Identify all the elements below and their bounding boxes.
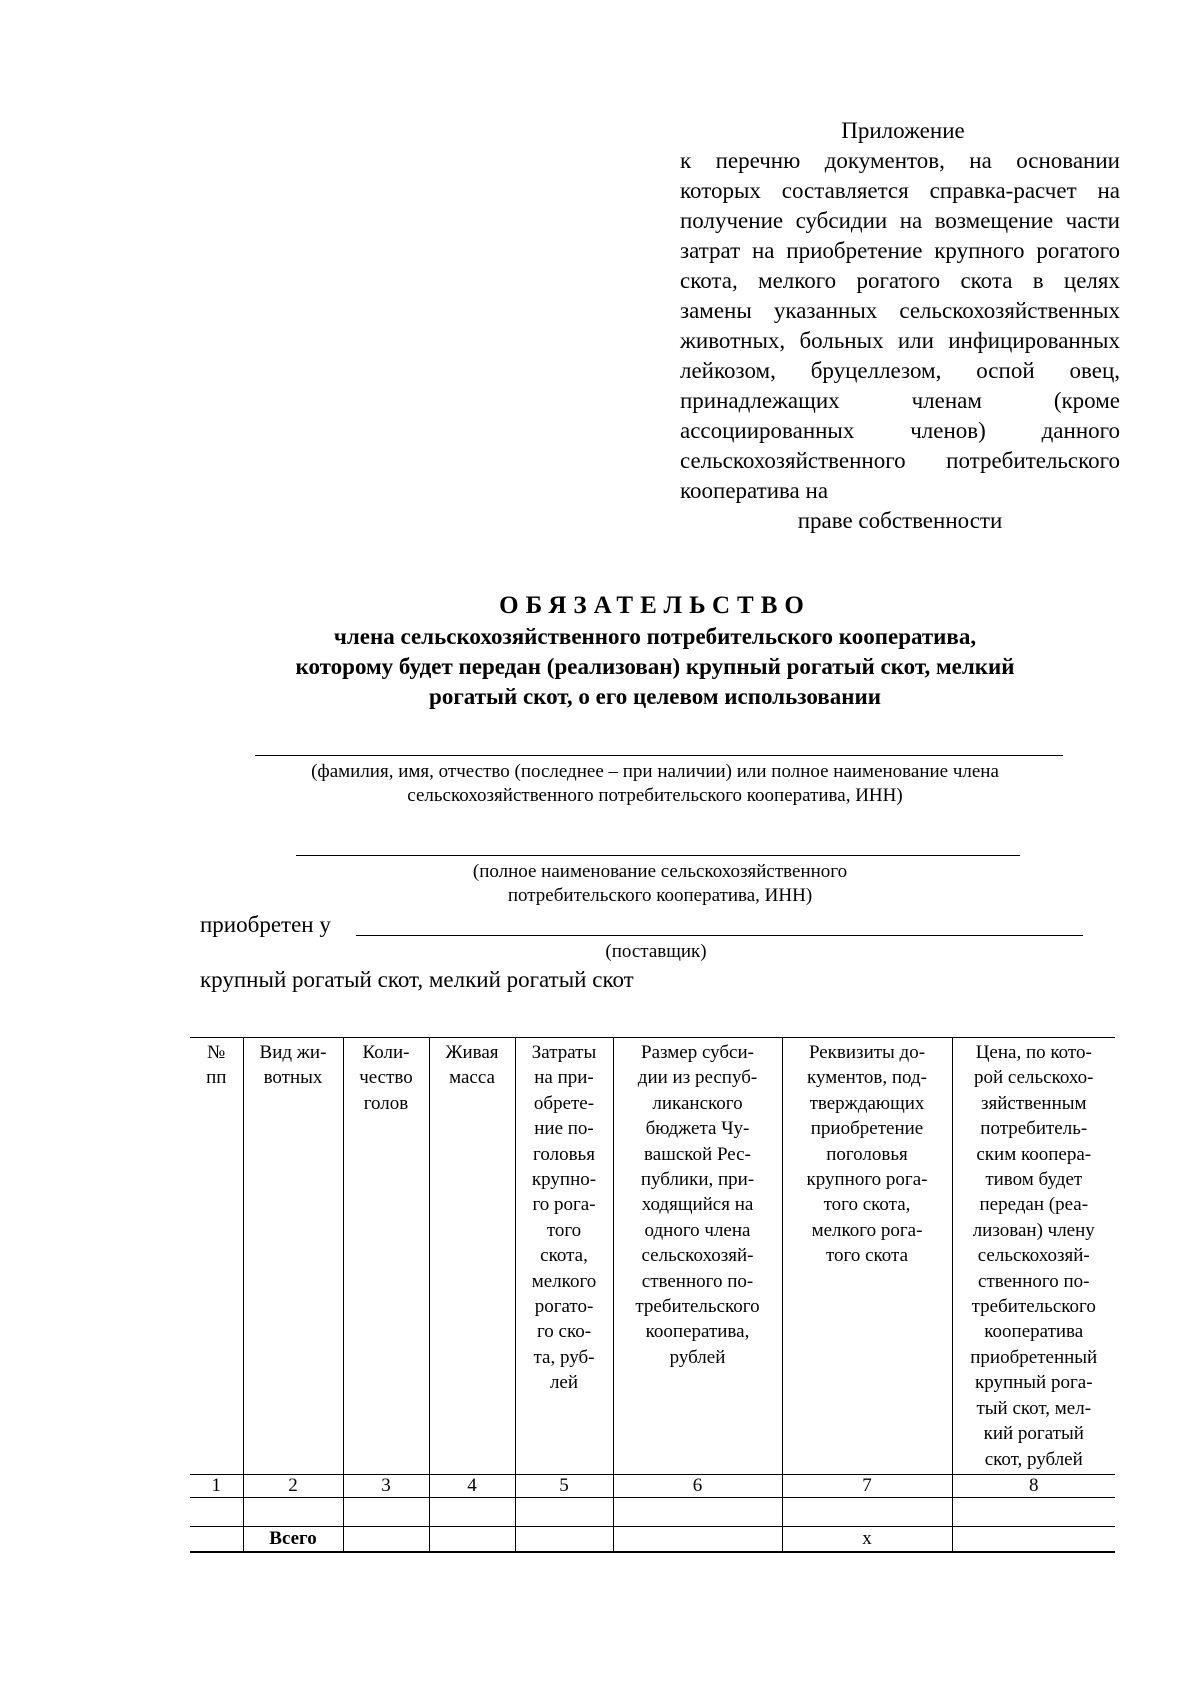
member-name-field[interactable] [255, 755, 1063, 756]
cooperative-caption [300, 860, 1020, 908]
supplier-caption: (поставщик) [605, 941, 707, 962]
header-text-line: рой сельскохо- [974, 1067, 1094, 1089]
table-cell[interactable] [952, 1498, 1115, 1527]
header-text-line: передан (реа- [979, 1194, 1089, 1216]
header-text-line: Реквизиты до- [808, 1042, 926, 1063]
header-text-line: крупный рога- [974, 1372, 1093, 1394]
table-cell[interactable] [515, 1527, 613, 1553]
header-cell [243, 1038, 343, 1475]
table-cell[interactable] [429, 1527, 515, 1553]
appendix-block [680, 116, 1120, 536]
header-text-line: головья [533, 1143, 595, 1165]
header-text-line: скота, [540, 1245, 588, 1267]
table-cell[interactable] [190, 1498, 243, 1527]
header-text-line: крупного рога- [806, 1169, 928, 1191]
header-cell [429, 1038, 515, 1475]
table-cell[interactable] [243, 1498, 343, 1527]
cattle-text: крупный рогатый скот, мелкий рогатый скот [200, 967, 634, 992]
header-text-line: мелкого рога- [811, 1219, 923, 1241]
header-text-line: тивом будет [985, 1169, 1083, 1191]
header-text-line: того скота [825, 1245, 909, 1267]
member-caption-line-2: сельскохозяйственного потребительского кооператива, ИНН) [407, 785, 903, 806]
header-text-line: № [207, 1042, 226, 1063]
total-col7-mark: x [782, 1527, 952, 1553]
column-number: 7 [782, 1475, 952, 1498]
column-number: 8 [952, 1475, 1115, 1498]
table-cell[interactable] [343, 1498, 429, 1527]
header-text-line: того [546, 1219, 582, 1241]
table-cell[interactable] [190, 1527, 243, 1553]
header-text-line: приобретение [810, 1118, 924, 1140]
header-text-line: потребитель- [980, 1118, 1088, 1140]
header-text-line: Затраты [531, 1042, 597, 1063]
header-text-line: та, руб- [533, 1346, 595, 1368]
header-text-line: чество [359, 1067, 413, 1089]
header-text-line: ственного по- [978, 1270, 1090, 1292]
acquired-label: приобретен у [200, 912, 331, 937]
table-cell[interactable] [613, 1527, 782, 1553]
header-text-line: ние по- [534, 1118, 594, 1140]
member-caption-line-1: (фамилия, имя, отчество (последнее – при наличии) или полное наименование члена [311, 761, 999, 782]
header-text-line: одного члена [644, 1219, 751, 1241]
header-text-line: голов [363, 1092, 409, 1114]
header-text-line: Вид жи- [259, 1042, 327, 1063]
header-text-line: того скота, [823, 1194, 911, 1216]
header-text-line: требительского [971, 1296, 1096, 1318]
header-text-line: кооператива [984, 1321, 1084, 1343]
header-text-line: масса [449, 1067, 495, 1089]
header-text-line: рублей [669, 1346, 726, 1368]
header-text-line: Живая [445, 1042, 499, 1063]
header-cell [782, 1038, 952, 1475]
column-number-row [190, 1475, 1115, 1498]
header-text-line: кооператива, [645, 1321, 750, 1343]
header-text-line: публики, при- [640, 1169, 755, 1191]
header-text-line: тверждающих [809, 1092, 925, 1114]
cooperative-name-field[interactable] [296, 855, 1020, 856]
header-text-line: обрете- [533, 1092, 595, 1114]
header-text-line: зяйственным [980, 1092, 1087, 1114]
table-header-row [190, 1038, 1115, 1475]
total-label: Всего [243, 1527, 343, 1553]
header-text-line: мелкого [531, 1270, 597, 1292]
header-text-line: го ско- [536, 1321, 592, 1343]
header-text-line: кументов, под- [807, 1067, 927, 1089]
header-text-line: Цена, по кото- [975, 1042, 1092, 1063]
header-cell [952, 1038, 1115, 1475]
header-cell [190, 1038, 243, 1475]
cooperative-caption-line-2: потребительского кооператива, ИНН) [507, 885, 813, 906]
header-cell [343, 1038, 429, 1475]
header-text-line: го рога- [532, 1194, 596, 1216]
member-caption [205, 760, 1105, 808]
table-cell[interactable] [343, 1527, 429, 1553]
header-text-line: ским коопера- [976, 1143, 1092, 1165]
column-number: 3 [343, 1475, 429, 1498]
appendix-heading: Приложение [841, 118, 965, 143]
header-cell [515, 1038, 613, 1475]
header-text-line: требительского [635, 1296, 760, 1318]
header-text-line: рогато- [534, 1296, 594, 1318]
header-text-line: дии из респуб- [637, 1067, 758, 1089]
column-number: 4 [429, 1475, 515, 1498]
header-text-line: крупно- [531, 1169, 597, 1191]
column-number: 1 [190, 1475, 243, 1498]
header-text-line: бюджета Чу- [645, 1118, 750, 1140]
table-row [190, 1498, 1115, 1527]
header-text-line: приобретенный [970, 1346, 1098, 1368]
header-text-line: сельскохозяй- [641, 1245, 754, 1267]
livestock-table [190, 1037, 1115, 1553]
table-cell[interactable] [782, 1498, 952, 1527]
title-line-1: члена сельскохозяйственного потребительского кооператива, [333, 624, 977, 649]
header-text-line: Коли- [362, 1042, 410, 1063]
title-main: ОБЯЗАТЕЛЬСТВО [499, 592, 811, 619]
header-text-line: вотных [263, 1067, 323, 1089]
header-cell [613, 1038, 782, 1475]
appendix-text-last: праве собственности [797, 508, 1003, 533]
column-number: 5 [515, 1475, 613, 1498]
header-text-line: ственного по- [641, 1270, 754, 1292]
column-number: 6 [613, 1475, 782, 1498]
header-text-line: пп [206, 1067, 227, 1089]
supplier-field[interactable] [356, 935, 1083, 936]
table-cell[interactable] [613, 1498, 782, 1527]
header-text-line: скот, рублей [984, 1448, 1083, 1470]
title-line-3: рогатый скот, о его целевом использовании [429, 684, 881, 709]
header-text-line: поголовья [826, 1143, 908, 1165]
table-cell[interactable] [515, 1498, 613, 1527]
document-title [205, 590, 1105, 712]
column-number: 2 [243, 1475, 343, 1498]
header-text-line: кий рогатый [983, 1423, 1084, 1445]
header-text-line: Размер субси- [641, 1042, 754, 1063]
table-cell[interactable] [952, 1527, 1115, 1553]
total-row [190, 1527, 1115, 1553]
header-text-line: ходящийся на [641, 1194, 754, 1216]
table-cell[interactable] [429, 1498, 515, 1527]
header-text-line: вашской Рес- [644, 1143, 751, 1165]
header-text-line: сельскохозяй- [977, 1245, 1090, 1267]
cooperative-caption-line-1: (полное наименование сельскохозяйственного [472, 861, 848, 882]
header-text-line: тый скот, мел- [976, 1397, 1092, 1419]
header-text-line: ликанского [652, 1092, 743, 1114]
header-text-line: на при- [534, 1067, 594, 1089]
header-text-line: лей [549, 1372, 579, 1394]
title-line-2: которому будет передан (реализован) крупный рогатый скот, мелкий [295, 654, 1015, 679]
header-text-line: лизован) члену [972, 1219, 1095, 1241]
appendix-text: к перечню документов, на основании которых составляется справка-расчет на получение субсидии на возмещение части затрат на приобретение крупного рогатого скота, мелкого рогатого скота в целях замены указанных сельскохозяйственных животных, больных или инфицированных лейкозом, бруцеллезом, оспой овец, принадлежащих членам (кроме ассоциированных членов) данного сельскохозяйственного потребительского кооператива на [680, 148, 1120, 503]
